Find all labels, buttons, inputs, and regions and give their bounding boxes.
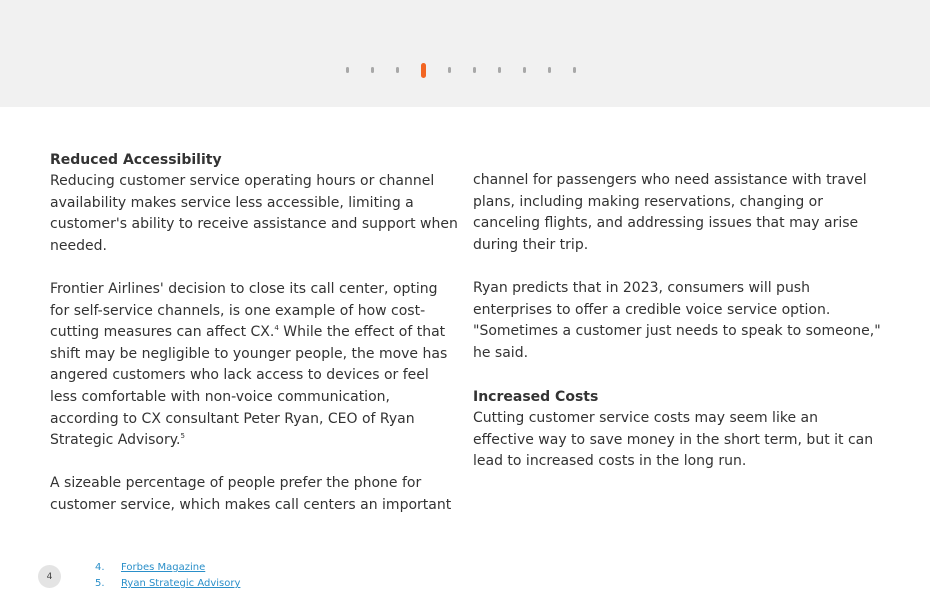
page-number-badge: 4 [38, 565, 61, 588]
footnote-link-forbes[interactable]: Forbes Magazine [121, 562, 206, 573]
pager-dot-5[interactable] [448, 67, 451, 73]
footnotes [95, 560, 240, 592]
page-pager [346, 62, 598, 78]
top-bar [0, 0, 930, 107]
footnote-number: 5. [95, 578, 105, 589]
footnote-ref-4[interactable]: 4 [274, 324, 279, 333]
section-heading-increased-costs: Increased Costs [473, 388, 599, 405]
pager-dot-4-active[interactable] [421, 63, 426, 78]
left-column [50, 149, 460, 538]
right-column [473, 170, 883, 494]
pager-dot-1[interactable] [346, 67, 349, 73]
footnote-ref-5[interactable]: 5 [180, 432, 185, 441]
paragraph: Ryan predicts that in 2023, consumers will push enterprises to offer a credible voice service option. "Sometimes a customer just needs to speak to someone," he said. [473, 279, 881, 361]
pager-dot-2[interactable] [371, 67, 374, 73]
paragraph [50, 279, 460, 452]
paragraph: channel for passengers who need assistance with travel plans, including making reservations, changing or canceling flights, and addressing issues that may arise during their trip. [473, 172, 867, 253]
section-heading-reduced-accessibility: Reduced Accessibility [50, 152, 222, 168]
footnote-item [95, 560, 240, 576]
pager-dot-10[interactable] [573, 67, 576, 73]
pager-dot-8[interactable] [523, 67, 526, 73]
paragraph: A sizeable percentage of people prefer the phone for customer service, which makes call centers an important [50, 475, 452, 513]
footnote-link-ryan[interactable]: Ryan Strategic Advisory [121, 578, 241, 589]
pager-dot-7[interactable] [498, 67, 501, 73]
pager-dot-6[interactable] [473, 67, 476, 73]
footnote-number: 4. [95, 562, 105, 573]
paragraph-text: Frontier Airlines' decision to close its call center, opting for self-service channels, is one example of how cost-cutting measures can affect CX. [50, 280, 438, 341]
paragraph: Reducing customer service operating hours or channel availability makes service less accessible, limiting a customer's ability to receive assistance and support when needed. [50, 173, 458, 254]
paragraph-text: While the effect of that shift may be negligible to younger people, the move has angered customers who lack access to devices or feel less comfortable with non-voice communication, according to CX consultant Peter Ryan, CEO of Ryan Strategic Advisory. [50, 324, 448, 449]
footnote-item [95, 576, 240, 592]
paragraph: Cutting customer service costs may seem like an effective way to save money in the short term, but it can lead to increased costs in the long run. [473, 409, 874, 470]
pager-dot-9[interactable] [548, 67, 551, 73]
pager-dot-3[interactable] [396, 67, 399, 73]
